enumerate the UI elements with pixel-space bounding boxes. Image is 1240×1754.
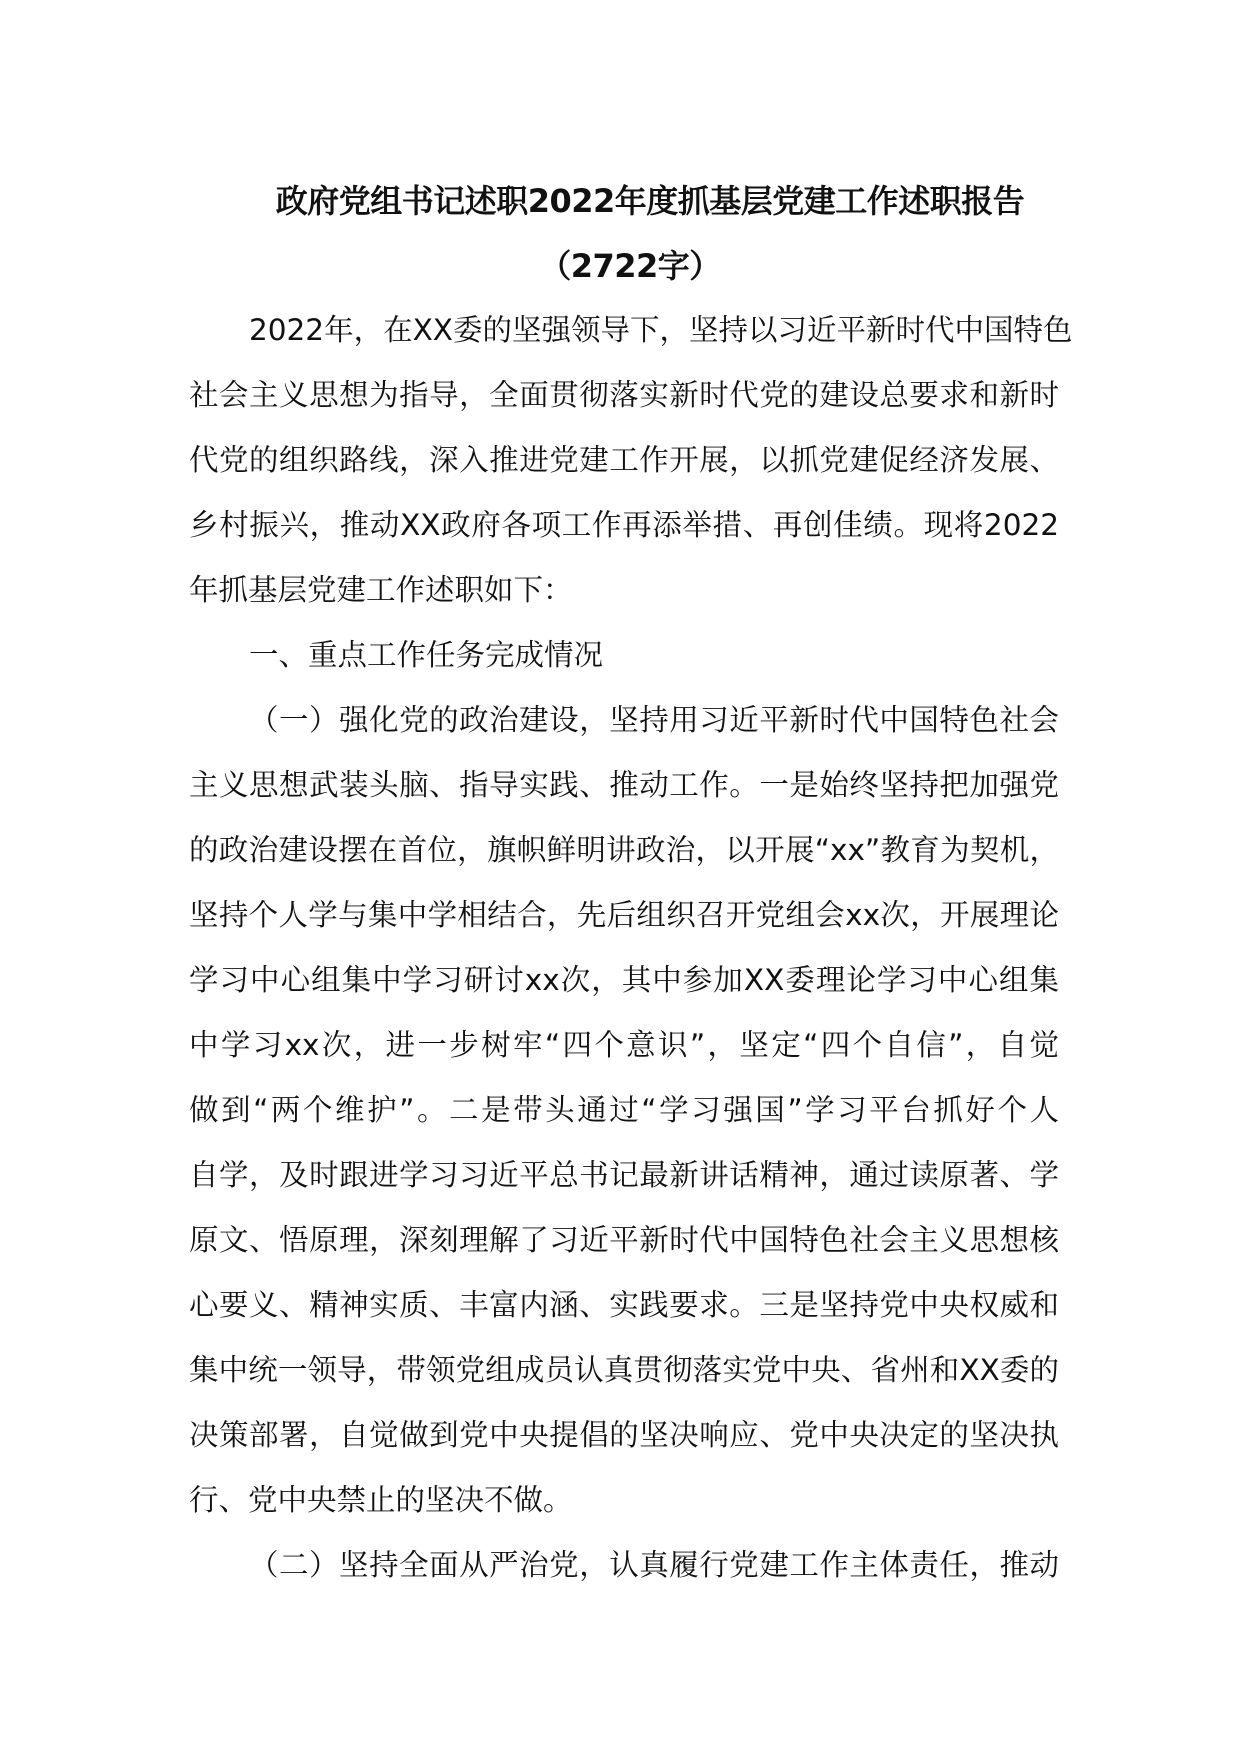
body-text-line: 心要义、精神实质、丰富内涵、实践要求。三是坚持党中央权威和 [189,1288,1059,1322]
body-text-line: 年抓基层党建工作述职如下： [189,573,573,607]
body-text-line: 学习中心组集中学习研讨xx次，其中参加XX委理论学习中心组集 [189,963,1059,997]
body-text-line: 的政治建设摆在首位，旗帜鲜明讲政治，以开展“xx”教育为契机， [189,833,1059,867]
body-text-line: 社会主义思想为指导，全面贯彻落实新时代党的建设总要求和新时 [189,378,1059,412]
body-text-line: 原文、悟原理，深刻理解了习近平新时代中国特色社会主义思想核 [189,1223,1059,1257]
body-text-line: 坚持个人学与集中学相结合，先后组织召开党组会xx次，开展理论 [189,898,1059,932]
body-text-line: 决策部署，自觉做到党中央提倡的坚决响应、党中央决定的坚决执 [189,1418,1059,1452]
document-body [189,308,1073,1608]
body-text-line: 一、重点工作任务完成情况 [249,638,604,672]
body-text-line: 集中统一领导，带领党组成员认真贯彻落实党中央、省州和XX委的 [189,1353,1059,1387]
body-text-line: 自学，及时跟进学习习近平总书记最新讲话精神，通过读原著、学 [189,1158,1059,1192]
body-text-line: 做到“两个维护”。二是带头通过“学习强国”学习平台抓好个人 [189,1093,1059,1127]
body-text-line: 行、党中央禁止的坚决不做。 [189,1483,573,1517]
body-text-line: 中学习xx次，进一步树牢“四个意识”，坚定“四个自信”，自觉 [189,1028,1059,1062]
body-text-line: （一）强化党的政治建设，坚持用习近平新时代中国特色社会 [249,703,1059,737]
body-text-line: 代党的组织路线，深入推进党建工作开展，以抓党建促经济发展、 [189,443,1059,477]
body-text-line: （二）坚持全面从严治党，认真履行党建工作主体责任，推动 [249,1548,1059,1582]
body-text-line: 主义思想武装头脑、指导实践、推动工作。一是始终坚持把加强党 [189,768,1059,802]
body-text-line: 2022年，在XX委的坚强领导下，坚持以习近平新时代中国特色 [249,313,1073,347]
document-title: 政府党组书记述职2022年度抓基层党建工作述职报告 [275,182,1025,220]
body-text-line: 乡村振兴，推动XX政府各项工作再添举措、再创佳绩。现将2022 [189,508,1059,542]
document-subtitle: （2722字） [539,247,721,285]
